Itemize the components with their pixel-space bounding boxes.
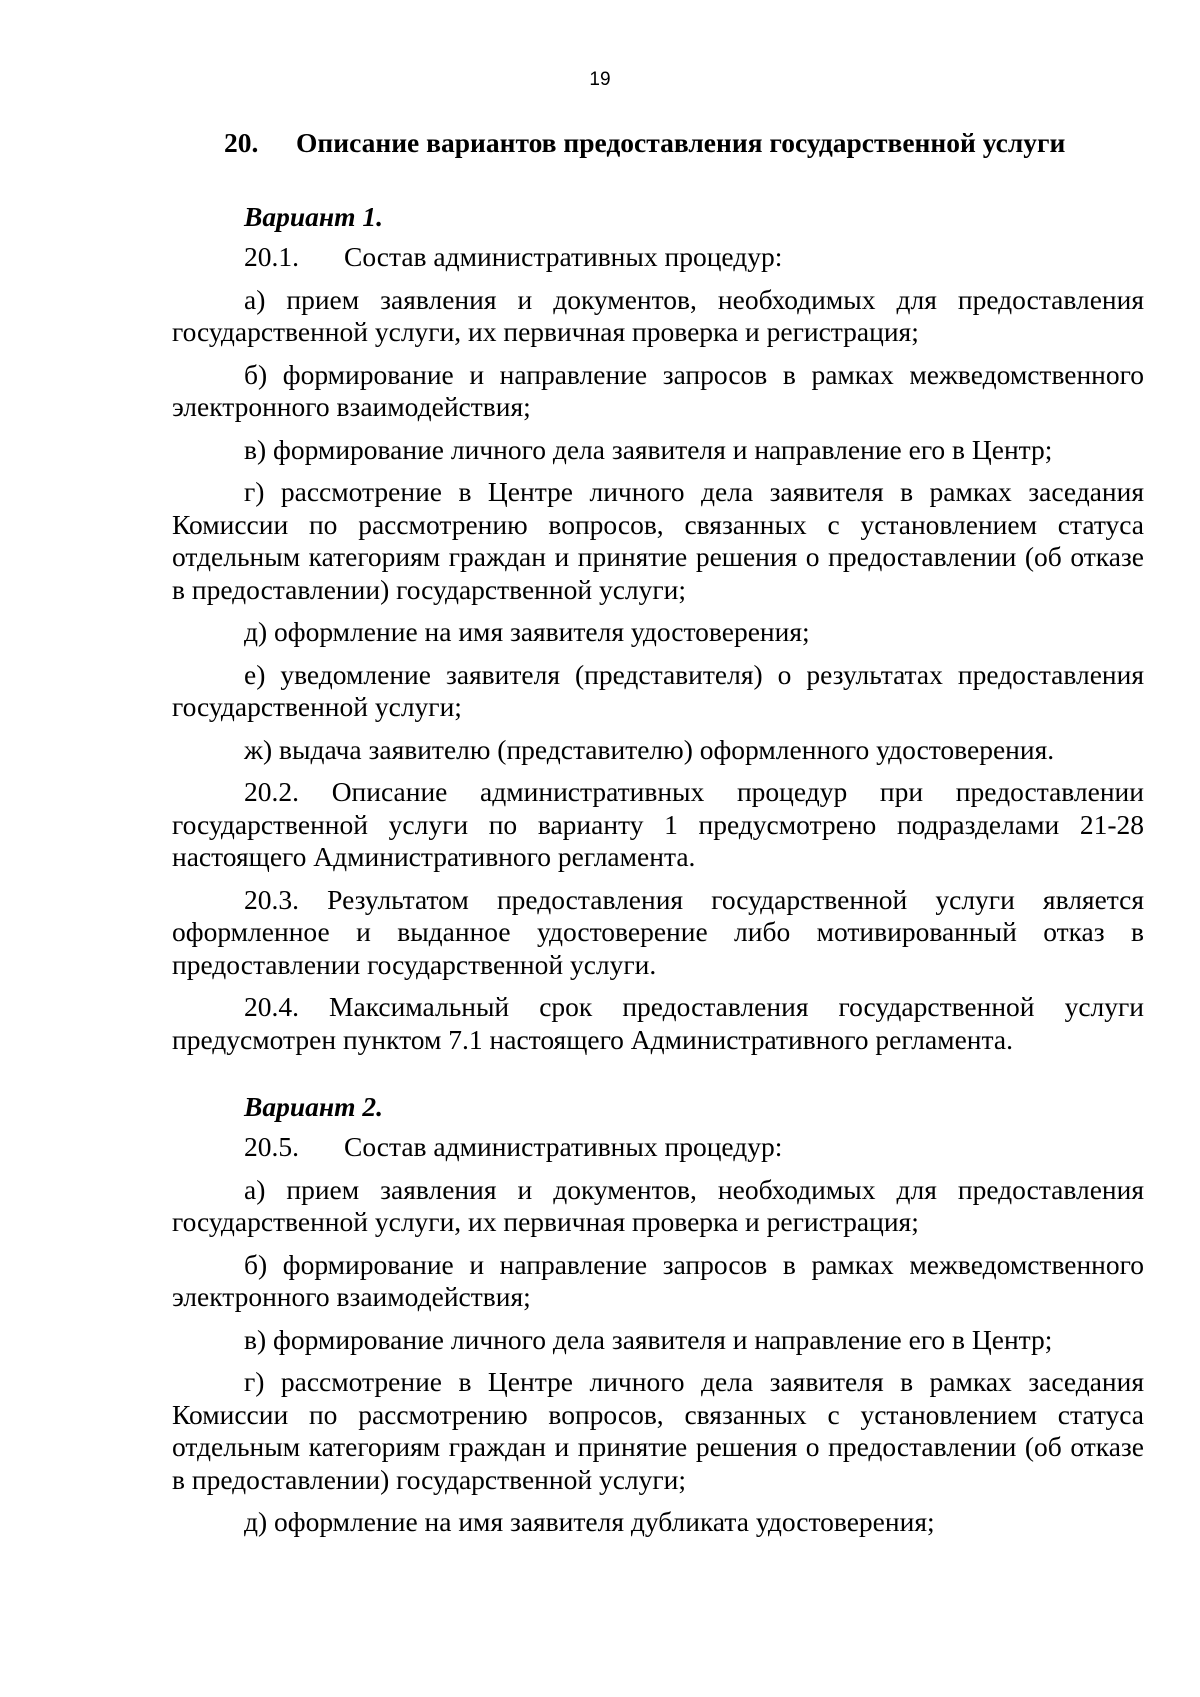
section-number: 20. — [224, 127, 259, 158]
document-body — [172, 126, 1144, 1539]
list-item: ж) выдача заявителю (представителю) оформленного удостоверения. — [244, 733, 1055, 765]
clause-20-3: 20.3. Результатом предоставления государственной услуги является оформленное и выданное удостоверение либо мотивированный отказ в предоставлении государственной услуги. — [172, 883, 1144, 980]
list-item: а) прием заявления и документов, необходимых для предоставления государственной услуги, их первичная проверка и регистрация; — [172, 283, 1144, 347]
item-title: Состав административных процедур: — [344, 241, 783, 272]
section-heading — [172, 126, 1144, 160]
list-item: е) уведомление заявителя (представителя) о результатах предоставления государственной услуги; — [172, 658, 1144, 722]
list-item: г) рассмотрение в Центре личного дела заявителя в рамках заседания Комиссии по рассмотрению вопросов, связанных с установлением статуса отдельным категориям граждан и принятие решения о предоставлении (об отказе в предоставлении) государственной услуги; — [172, 476, 1144, 605]
clause-20-4: 20.4. Максимальный срок предоставления государственной услуги предусмотрен пунктом 7.1 настоящего Административного регламента. — [172, 991, 1144, 1055]
variant-1-title: Вариант 1. — [244, 201, 384, 232]
list-item: д) оформление на имя заявителя дубликата удостоверения; — [244, 1506, 935, 1537]
item-20-5-heading — [172, 1131, 1144, 1164]
list-item: в) формирование личного дела заявителя и направление его в Центр; — [244, 433, 1053, 465]
list-item: б) формирование и направление запросов в рамках межведомственного электронного взаимодействия; — [172, 358, 1144, 422]
item-number: 20.1. — [244, 241, 299, 272]
list-item: б) формирование и направление запросов в рамках межведомственного электронного взаимодействия; — [172, 1248, 1144, 1312]
list-item: г) рассмотрение в Центре личного дела заявителя в рамках заседания Комиссии по рассмотрению вопросов, связанных с установлением статуса отдельным категориям граждан и принятие решения о предоставлении (об отказе в предоставлении) государственной услуги; — [172, 1366, 1144, 1495]
item-number: 20.5. — [244, 1131, 299, 1162]
list-item: а) прием заявления и документов, необходимых для предоставления государственной услуги, их первичная проверка и регистрация; — [172, 1173, 1144, 1237]
item-title: Состав административных процедур: — [344, 1131, 783, 1162]
list-item: д) оформление на имя заявителя удостоверения; — [244, 616, 810, 647]
section-title: Описание вариантов предоставления государственной услуги — [296, 127, 1066, 158]
item-20-1-heading — [172, 241, 1144, 274]
page-number: 19 — [589, 69, 611, 90]
list-item: в) формирование личного дела заявителя и направление его в Центр; — [244, 1323, 1053, 1355]
clause-20-2: 20.2. Описание административных процедур при предоставлении государственной услуги по варианту 1 предусмотрено подразделами 21-28 настоящего Административного регламента. — [172, 776, 1144, 872]
variant-1-block — [172, 200, 1144, 1056]
variant-2-block — [172, 1090, 1144, 1539]
variant-2-title: Вариант 2. — [244, 1091, 384, 1122]
